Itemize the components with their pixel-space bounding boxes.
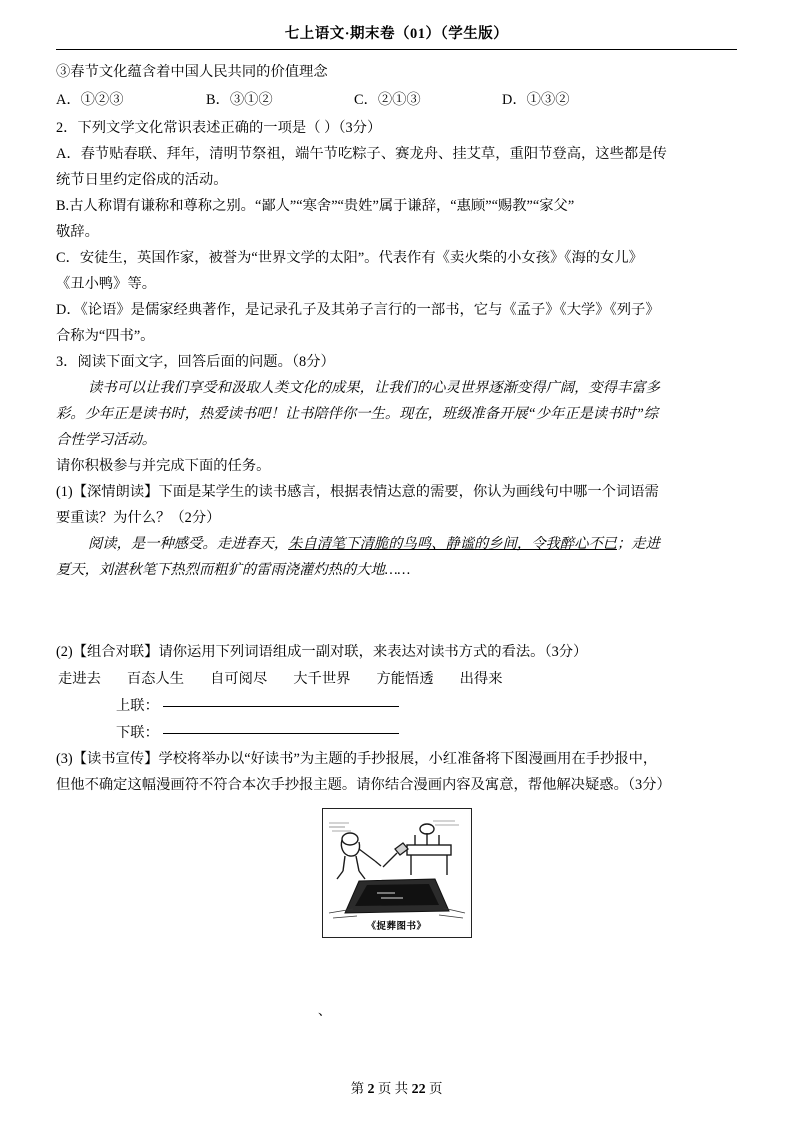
item3-stem: ③春节文化蕴含着中国人民共同的价值理念 bbox=[56, 64, 328, 80]
couplet-word-2[interactable]: 百态人生 bbox=[126, 671, 185, 687]
quote-underlined: 朱自清笔下清脆的鸟鸣、静谧的乡间，令我醉心不已 bbox=[288, 536, 617, 552]
footer-middle: 页 共 bbox=[377, 1081, 409, 1096]
question-2-choice-a-line2: 统节日里约定俗成的活动。 bbox=[56, 172, 228, 188]
couplet-word-6[interactable]: 出得来 bbox=[459, 671, 503, 687]
quote-text-pre: 阅读，是一种感受。走进春天， bbox=[88, 536, 289, 552]
quote-text-post: ；走进 bbox=[616, 536, 660, 552]
question-3-passage-line3: 合性学习活动。 bbox=[56, 432, 157, 448]
couplet-lower-blank[interactable] bbox=[163, 732, 399, 734]
question-2-choice-b-line2: 敬辞。 bbox=[56, 224, 99, 240]
question-2-choice-c-line2: 《丑小鸭》等。 bbox=[56, 276, 157, 292]
couplet-lower-label: 下联： bbox=[116, 725, 159, 741]
answer-space-1[interactable] bbox=[56, 584, 737, 640]
page-title: 七上语文·期末卷（01）（学生版） bbox=[284, 26, 509, 42]
figure-caption: 《捉葬图书》 bbox=[366, 922, 427, 932]
question-3-1-line2: 要重读？为什么？（2分） bbox=[56, 510, 221, 526]
couplet-upper-row bbox=[116, 693, 737, 720]
footer-prefix: 第 bbox=[350, 1081, 365, 1096]
footer-suffix: 页 bbox=[428, 1081, 443, 1096]
answer-options-row bbox=[56, 87, 737, 114]
couplet-upper-blank[interactable] bbox=[163, 705, 399, 707]
question-3-2-line1: (2)【组合对联】请你运用下列词语组成一副对联，来表达对读书方式的看法。（3分） bbox=[56, 644, 588, 660]
footer-total-pages: 22 bbox=[411, 1082, 426, 1097]
question-3-1-quote-line1 bbox=[56, 532, 737, 557]
stray-punctuation-mark: 、 bbox=[318, 1003, 332, 1018]
couplet-word-3[interactable]: 自可阅尽 bbox=[210, 671, 268, 687]
question-2-stem: 2．下列文学文化常识表述正确的一项是（ ）（3分） bbox=[56, 120, 382, 136]
couplet-word-5[interactable]: 方能悟透 bbox=[376, 671, 434, 687]
question-3-1-quote-line2: 夏天，刘湛秋笔下热烈而粗犷的雷雨浇灌灼热的大地…… bbox=[56, 562, 411, 578]
question-2-choice-d-line1: D．《论语》是儒家经典著作，是记录孔子及其弟子言行的一部书，它与《孟子》《大学》《列子》 bbox=[56, 302, 660, 318]
couplet-word-bank bbox=[58, 666, 737, 693]
question-2-choice-c-line1: C．安徒生，英国作家，被誉为“世界文学的太阳”。代表作有《卖火柴的小女孩》《海的女儿》 bbox=[56, 250, 643, 266]
question-2-choice-d-line2: 合称为“四书”。 bbox=[56, 328, 155, 344]
cartoon-illustration bbox=[322, 808, 472, 938]
question-3-stem: 3．阅读下面文字，回答后面的问题。（8分） bbox=[56, 354, 335, 370]
couplet-upper-label: 上联： bbox=[116, 698, 159, 714]
question-2-choice-b-line1: B.古人称谓有谦称和尊称之别。“鄙人”“寒舍”“贵姓”属于谦辞，“惠顾”“赐教”“家父” bbox=[56, 198, 575, 214]
couplet-word-4[interactable]: 大千世界 bbox=[293, 671, 351, 687]
question-3-passage-line1: 读书可以让我们享受和汲取人类文化的成果，让我们的心灵世界逐渐变得广阔，变得丰富多 bbox=[88, 380, 660, 396]
couplet-lower-row bbox=[116, 720, 737, 747]
option-b[interactable]: B．③①② bbox=[206, 92, 273, 108]
couplet-word-1[interactable]: 走进去 bbox=[58, 671, 101, 687]
option-c[interactable]: C．②①③ bbox=[354, 92, 421, 108]
cartoon-drawing-icon bbox=[323, 809, 469, 935]
footer-page-number: 2 bbox=[367, 1082, 375, 1097]
question-3-1-line1: (1)【深情朗读】下面是某学生的读书感言，根据表情达意的需要，你认为画线句中哪一个词语需 bbox=[56, 484, 659, 500]
header-divider bbox=[56, 49, 737, 50]
question-3-3-line2: 但他不确定这幅漫画符不符合本次手抄报主题。请你结合漫画内容及寓意，帮他解决疑惑。（3分） bbox=[56, 777, 671, 793]
question-3-3-line1: (3)【读书宣传】学校将举办以“好读书”为主题的手抄报展，小红准备将下图漫画用在手抄报中， bbox=[56, 751, 658, 767]
option-a[interactable]: A．①②③ bbox=[56, 92, 124, 108]
figure-container bbox=[56, 808, 737, 938]
option-d[interactable]: D．①③② bbox=[502, 92, 570, 108]
page-footer bbox=[0, 1077, 793, 1098]
question-3-instruction: 请你积极参与并完成下面的任务。 bbox=[56, 458, 271, 474]
question-3-passage-line2: 彩。少年正是读书时，热爱读书吧！让书陪伴你一生。现在，班级准备开展“少年正是读书时”综 bbox=[56, 406, 659, 422]
question-2-choice-a-line1: A．春节贴春联、拜年，清明节祭祖，端午节吃粽子、赛龙舟、挂艾草，重阳节登高，这些都是传 bbox=[56, 146, 667, 162]
